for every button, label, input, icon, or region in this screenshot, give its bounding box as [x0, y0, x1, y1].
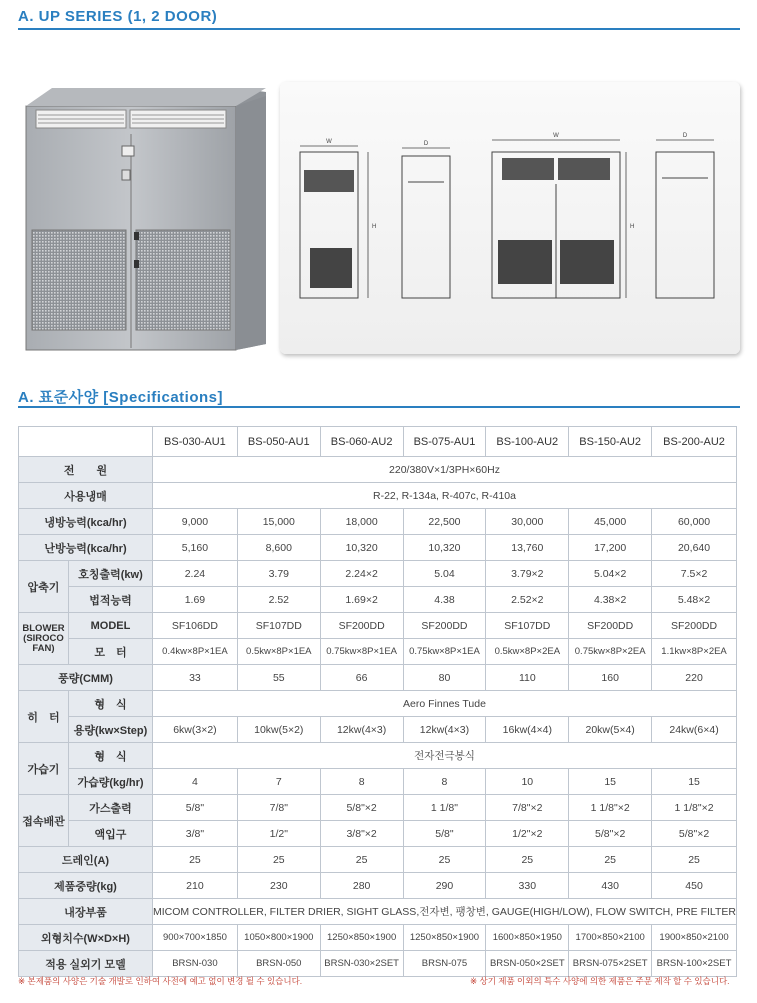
cell: SF107DD — [237, 613, 320, 639]
model-header: BS-075-AU1 — [403, 427, 486, 457]
cell: 17,200 — [569, 535, 652, 561]
row-label-outdoor: 적용 실외기 모델 — [19, 951, 153, 977]
cell: 25 — [486, 847, 569, 873]
table-row — [19, 509, 737, 535]
row-group-piping: 접속배관 — [19, 795, 69, 847]
cell: 5/8"×2 — [569, 821, 652, 847]
cell: 5,160 — [153, 535, 238, 561]
cell: BRSN-030×2SET — [320, 951, 403, 977]
cell: 280 — [320, 873, 403, 899]
cell: 1050×800×1900 — [237, 925, 320, 951]
cell: 10 — [486, 769, 569, 795]
cell: 7/8" — [237, 795, 320, 821]
cell: 8 — [320, 769, 403, 795]
footnote-spec-change: ※ 본제품의 사양은 기술 개발로 인하여 사전에 예고 없이 변경 될 수 있습니다. — [18, 976, 303, 986]
cell: 25 — [569, 847, 652, 873]
cell: BRSN-030 — [153, 951, 238, 977]
cell: 5.04×2 — [569, 561, 652, 587]
table-row — [19, 925, 737, 951]
cell: 900×700×1850 — [153, 925, 238, 951]
cell: 7/8"×2 — [486, 795, 569, 821]
cell: 3/8" — [153, 821, 238, 847]
depth-label-1: D — [423, 141, 429, 147]
cell: 1.69 — [153, 587, 238, 613]
cell: 18,000 — [320, 509, 403, 535]
cell: 7.5×2 — [652, 561, 737, 587]
cell: 60,000 — [652, 509, 737, 535]
cell: 15 — [652, 769, 737, 795]
cell: 24kw(6×4) — [652, 717, 737, 743]
row-label-heater-type: 형 식 — [69, 691, 153, 717]
cell: 45,000 — [569, 509, 652, 535]
cell: 230 — [237, 873, 320, 899]
cell: 1250×850×1900 — [403, 925, 486, 951]
cell: 4 — [153, 769, 238, 795]
cell: 55 — [237, 665, 320, 691]
cell: BRSN-050 — [237, 951, 320, 977]
cell: 10,320 — [320, 535, 403, 561]
heater-type-value: Aero Finnes Tude — [153, 691, 737, 717]
humid-type-value: 전자전극봉식 — [153, 743, 737, 769]
section-title-specifications: A. 표준사양 [Specifications] — [18, 389, 223, 406]
cell: 1.1kw×8P×2EA — [652, 639, 737, 665]
row-group-humidifier: 가습기 — [19, 743, 69, 795]
cell: 80 — [403, 665, 486, 691]
cell: 2.24×2 — [320, 561, 403, 587]
model-header: BS-100-AU2 — [486, 427, 569, 457]
cell: 2.24 — [153, 561, 238, 587]
specifications-table — [18, 426, 737, 977]
row-label-comp-legal: 법적능력 — [69, 587, 153, 613]
cell: 25 — [320, 847, 403, 873]
cell: 6kw(3×2) — [153, 717, 238, 743]
cell: 1/2" — [237, 821, 320, 847]
cell: 12kw(4×3) — [403, 717, 486, 743]
cell: 5/8"×2 — [652, 821, 737, 847]
cell: 290 — [403, 873, 486, 899]
model-header: BS-050-AU1 — [237, 427, 320, 457]
cell: 1250×850×1900 — [320, 925, 403, 951]
model-header: BS-150-AU2 — [569, 427, 652, 457]
cell: 4.38×2 — [569, 587, 652, 613]
section-title-up-series: A. UP SERIES (1, 2 DOOR) — [18, 8, 218, 25]
cell: 5/8" — [403, 821, 486, 847]
table-row — [19, 535, 737, 561]
row-group-blower: BLOWER (SIROCO FAN) — [19, 613, 69, 665]
table-row — [19, 457, 737, 483]
power-value: 220/380V×1/3PH×60Hz — [153, 457, 737, 483]
model-header: BS-030-AU1 — [153, 427, 238, 457]
cell: 1 1/8" — [403, 795, 486, 821]
table-row — [19, 691, 737, 717]
cell: 10kw(5×2) — [237, 717, 320, 743]
table-row — [19, 847, 737, 873]
cell: 0.75kw×8P×1EA — [403, 639, 486, 665]
row-label-humid-type: 형 식 — [69, 743, 153, 769]
header-corner — [19, 427, 153, 457]
width-label-2: W — [553, 133, 559, 139]
cell: 3/8"×2 — [320, 821, 403, 847]
cell: 25 — [652, 847, 737, 873]
cell: 30,000 — [486, 509, 569, 535]
cell: BRSN-075×2SET — [569, 951, 652, 977]
row-label-airflow: 풍량(CMM) — [19, 665, 153, 691]
model-header: BS-060-AU2 — [320, 427, 403, 457]
cell: SF200DD — [569, 613, 652, 639]
cell: 33 — [153, 665, 238, 691]
title-divider — [18, 406, 740, 408]
cell: 1.69×2 — [320, 587, 403, 613]
cell: 110 — [486, 665, 569, 691]
cell: 12kw(4×3) — [320, 717, 403, 743]
cell: 7 — [237, 769, 320, 795]
cell: 1700×850×2100 — [569, 925, 652, 951]
row-label-power: 전 원 — [19, 457, 153, 483]
cell: 8 — [403, 769, 486, 795]
cell: 450 — [652, 873, 737, 899]
title-divider — [18, 28, 740, 30]
row-label-drain: 드레인(A) — [19, 847, 153, 873]
row-label-humid-amt: 가습량(kg/hr) — [69, 769, 153, 795]
row-label-motor: 모 터 — [69, 639, 153, 665]
row-label-gas: 가스출력 — [69, 795, 153, 821]
table-row — [19, 665, 737, 691]
cell: 1/2"×2 — [486, 821, 569, 847]
cell: SF200DD — [652, 613, 737, 639]
height-label-1: H — [372, 224, 377, 230]
cell: SF107DD — [486, 613, 569, 639]
cell: 0.5kw×8P×2EA — [486, 639, 569, 665]
cell: 20,640 — [652, 535, 737, 561]
table-row — [19, 951, 737, 977]
cell: 210 — [153, 873, 238, 899]
cell: 5/8"×2 — [320, 795, 403, 821]
dimension-drawings — [280, 82, 740, 354]
row-label-cooling: 냉방능력(kca/hr) — [19, 509, 153, 535]
table-row — [19, 743, 737, 769]
table-header-row — [19, 427, 737, 457]
cell: 25 — [403, 847, 486, 873]
cell: 4.38 — [403, 587, 486, 613]
cell: 15 — [569, 769, 652, 795]
cell: 0.5kw×8P×1EA — [237, 639, 320, 665]
height-label-2: H — [630, 224, 635, 230]
cell: 25 — [237, 847, 320, 873]
cell: 1 1/8"×2 — [652, 795, 737, 821]
row-label-parts: 내장부품 — [19, 899, 153, 925]
cell: 10,320 — [403, 535, 486, 561]
row-label-weight: 제품중량(kg) — [19, 873, 153, 899]
cell: 0.4kw×8P×1EA — [153, 639, 238, 665]
row-label-blower-model: MODEL — [69, 613, 153, 639]
cell: 330 — [486, 873, 569, 899]
cell: 1600×850×1950 — [486, 925, 569, 951]
parts-value: MICOM CONTROLLER, FILTER DRIER, SIGHT GLASS,전자변, 팽창변, GAUGE(HIGH/LOW), FLOW SWITCH, PRE FILTER — [153, 899, 737, 925]
cell: 66 — [320, 665, 403, 691]
cell: 0.75kw×8P×2EA — [569, 639, 652, 665]
depth-label-2: D — [682, 133, 688, 139]
cell: 1900×850×2100 — [652, 925, 737, 951]
model-header: BS-200-AU2 — [652, 427, 737, 457]
cell: 13,760 — [486, 535, 569, 561]
table-row — [19, 483, 737, 509]
table-row — [19, 717, 737, 743]
table-row — [19, 873, 737, 899]
cell: 22,500 — [403, 509, 486, 535]
row-label-dimensions: 외형치수(W×D×H) — [19, 925, 153, 951]
row-label-liquid: 액입구 — [69, 821, 153, 847]
cell: 220 — [652, 665, 737, 691]
cell: 5.04 — [403, 561, 486, 587]
cell: 3.79 — [237, 561, 320, 587]
product-photo — [18, 82, 270, 354]
table-row — [19, 821, 737, 847]
cell: 2.52×2 — [486, 587, 569, 613]
table-row — [19, 899, 737, 925]
cell: 430 — [569, 873, 652, 899]
row-label-comp-output: 호칭출력(kw) — [69, 561, 153, 587]
refrigerant-value: R-22, R-134a, R-407c, R-410a — [153, 483, 737, 509]
cell: 5/8" — [153, 795, 238, 821]
cell: 160 — [569, 665, 652, 691]
row-label-refrigerant: 사용냉매 — [19, 483, 153, 509]
cell: 9,000 — [153, 509, 238, 535]
cell: BRSN-100×2SET — [652, 951, 737, 977]
cell: 25 — [153, 847, 238, 873]
table-row — [19, 639, 737, 665]
cell: BRSN-050×2SET — [486, 951, 569, 977]
cell: 16kw(4×4) — [486, 717, 569, 743]
footnote-custom-order: ※ 상기 제품 이외의 특수 사양에 의한 제품은 주문 제작 할 수 있습니다. — [470, 976, 730, 986]
cell: 2.52 — [237, 587, 320, 613]
cell: 20kw(5×4) — [569, 717, 652, 743]
cell: 15,000 — [237, 509, 320, 535]
cell: 0.75kw×8P×1EA — [320, 639, 403, 665]
cell: SF200DD — [320, 613, 403, 639]
cell: 3.79×2 — [486, 561, 569, 587]
width-label-1: W — [326, 139, 332, 145]
cell: 1 1/8"×2 — [569, 795, 652, 821]
table-row — [19, 587, 737, 613]
table-row — [19, 769, 737, 795]
row-label-heater-cap: 용량(kw×Step) — [69, 717, 153, 743]
row-group-heater: 히 터 — [19, 691, 69, 743]
cell: SF200DD — [403, 613, 486, 639]
row-group-compressor: 압축기 — [19, 561, 69, 613]
table-row — [19, 561, 737, 587]
row-label-heating: 난방능력(kca/hr) — [19, 535, 153, 561]
table-row — [19, 613, 737, 639]
cell: 8,600 — [237, 535, 320, 561]
table-row — [19, 795, 737, 821]
cell: 5.48×2 — [652, 587, 737, 613]
cell: BRSN-075 — [403, 951, 486, 977]
cell: SF106DD — [153, 613, 238, 639]
